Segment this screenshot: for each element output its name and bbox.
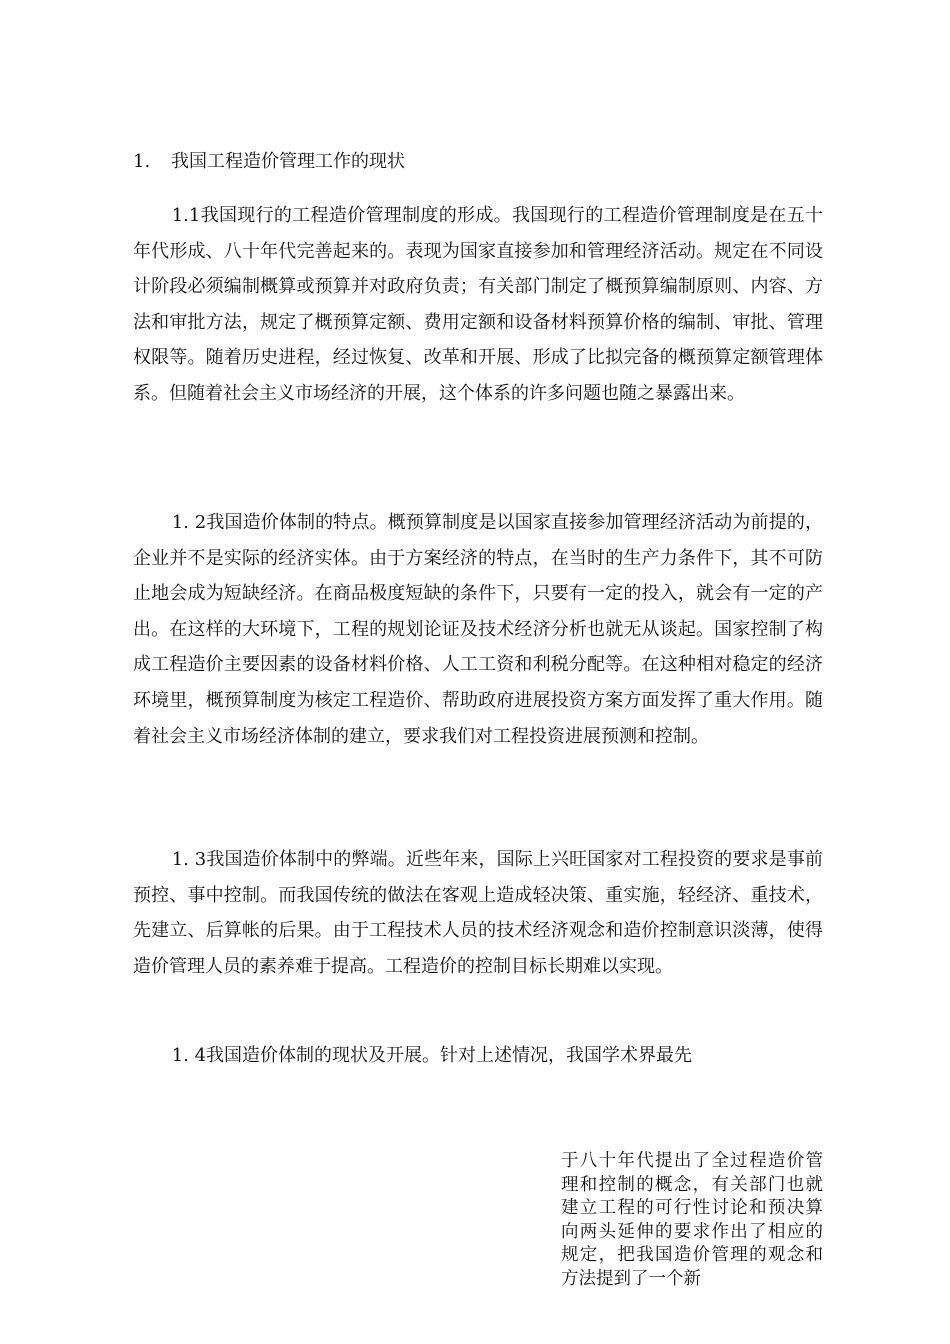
paragraph-1-2: 1. 2我国造价体制的特点。概预算制度是以国家直接参加管理经济活动为前提的，企业并不是实际的经济实体。由于方案经济的特点，在当时的生产力条件下，其不可防止地会成为短缺经济。在商品极度短缺的条件下，只要有一定的投入，就会有一定的产出。在这样的大环境下，工程的规划论证及技术经济分析也就无从谈起。国家控制了构成工程造价主要因素的设备材料价格、人工工资和利税分配等。在这种相对稳定的经济环境里，概预算制度为核定工程造价、帮助政府进展投资方案方面发挥了重大作用。随着社会主义市场经济体制的建立，要求我们对工程投资进展预测和控制。 xyxy=(133,512,823,747)
paragraph-1-1: 1.1我国现行的工程造价管理制度的形成。我国现行的工程造价管理制度是在五十年代形成、八十年代完善起来的。表现为国家直接参加和管理经济活动。规定在不同设计阶段必须编制概算或预算并对政府负责；有关部门制定了概预算编制原则、内容、方法和审批方法，规定了概预算定额、费用定额和设备材料预算价格的编制、审批、管理权限等。随着历史进程，经过恢复、改革和开展、形成了比拟完备的概预算定额管理体系。但随着社会主义市场经济的开展，这个体系的许多问题也随之暴露出来。 xyxy=(133,205,823,404)
section-heading xyxy=(133,148,405,176)
section-title: 我国工程造价管理工作的现状 xyxy=(171,151,405,172)
section-number: 1. xyxy=(133,151,151,172)
paragraph-1-4: 1. 4我国造价体制的现状及开展。针对上述情况，我国学术界最先 xyxy=(171,1045,693,1066)
paragraph-1-3: 1. 3我国造价体制中的弊端。近些年来，国际上兴旺国家对工程投资的要求是事前预控、事中控制。而我国传统的做法在客观上造成轻决策、重实施，轻经济、重技术，先建立、后算帐的后果。由于工程技术人员的技术经济观念和造价控制意识淡薄，使得造价管理人员的素养难于提高。工程造价的控制目标长期难以实现。 xyxy=(133,849,823,977)
text-box-continuation: 于八十年代提出了全过程造价管理和控制的概念，有关部门也就建立工程的可行性讨论和预决算向两头延伸的要求作出了相应的规定，把我国造价管理的观念和方法提到了一个新 xyxy=(561,1151,823,1289)
